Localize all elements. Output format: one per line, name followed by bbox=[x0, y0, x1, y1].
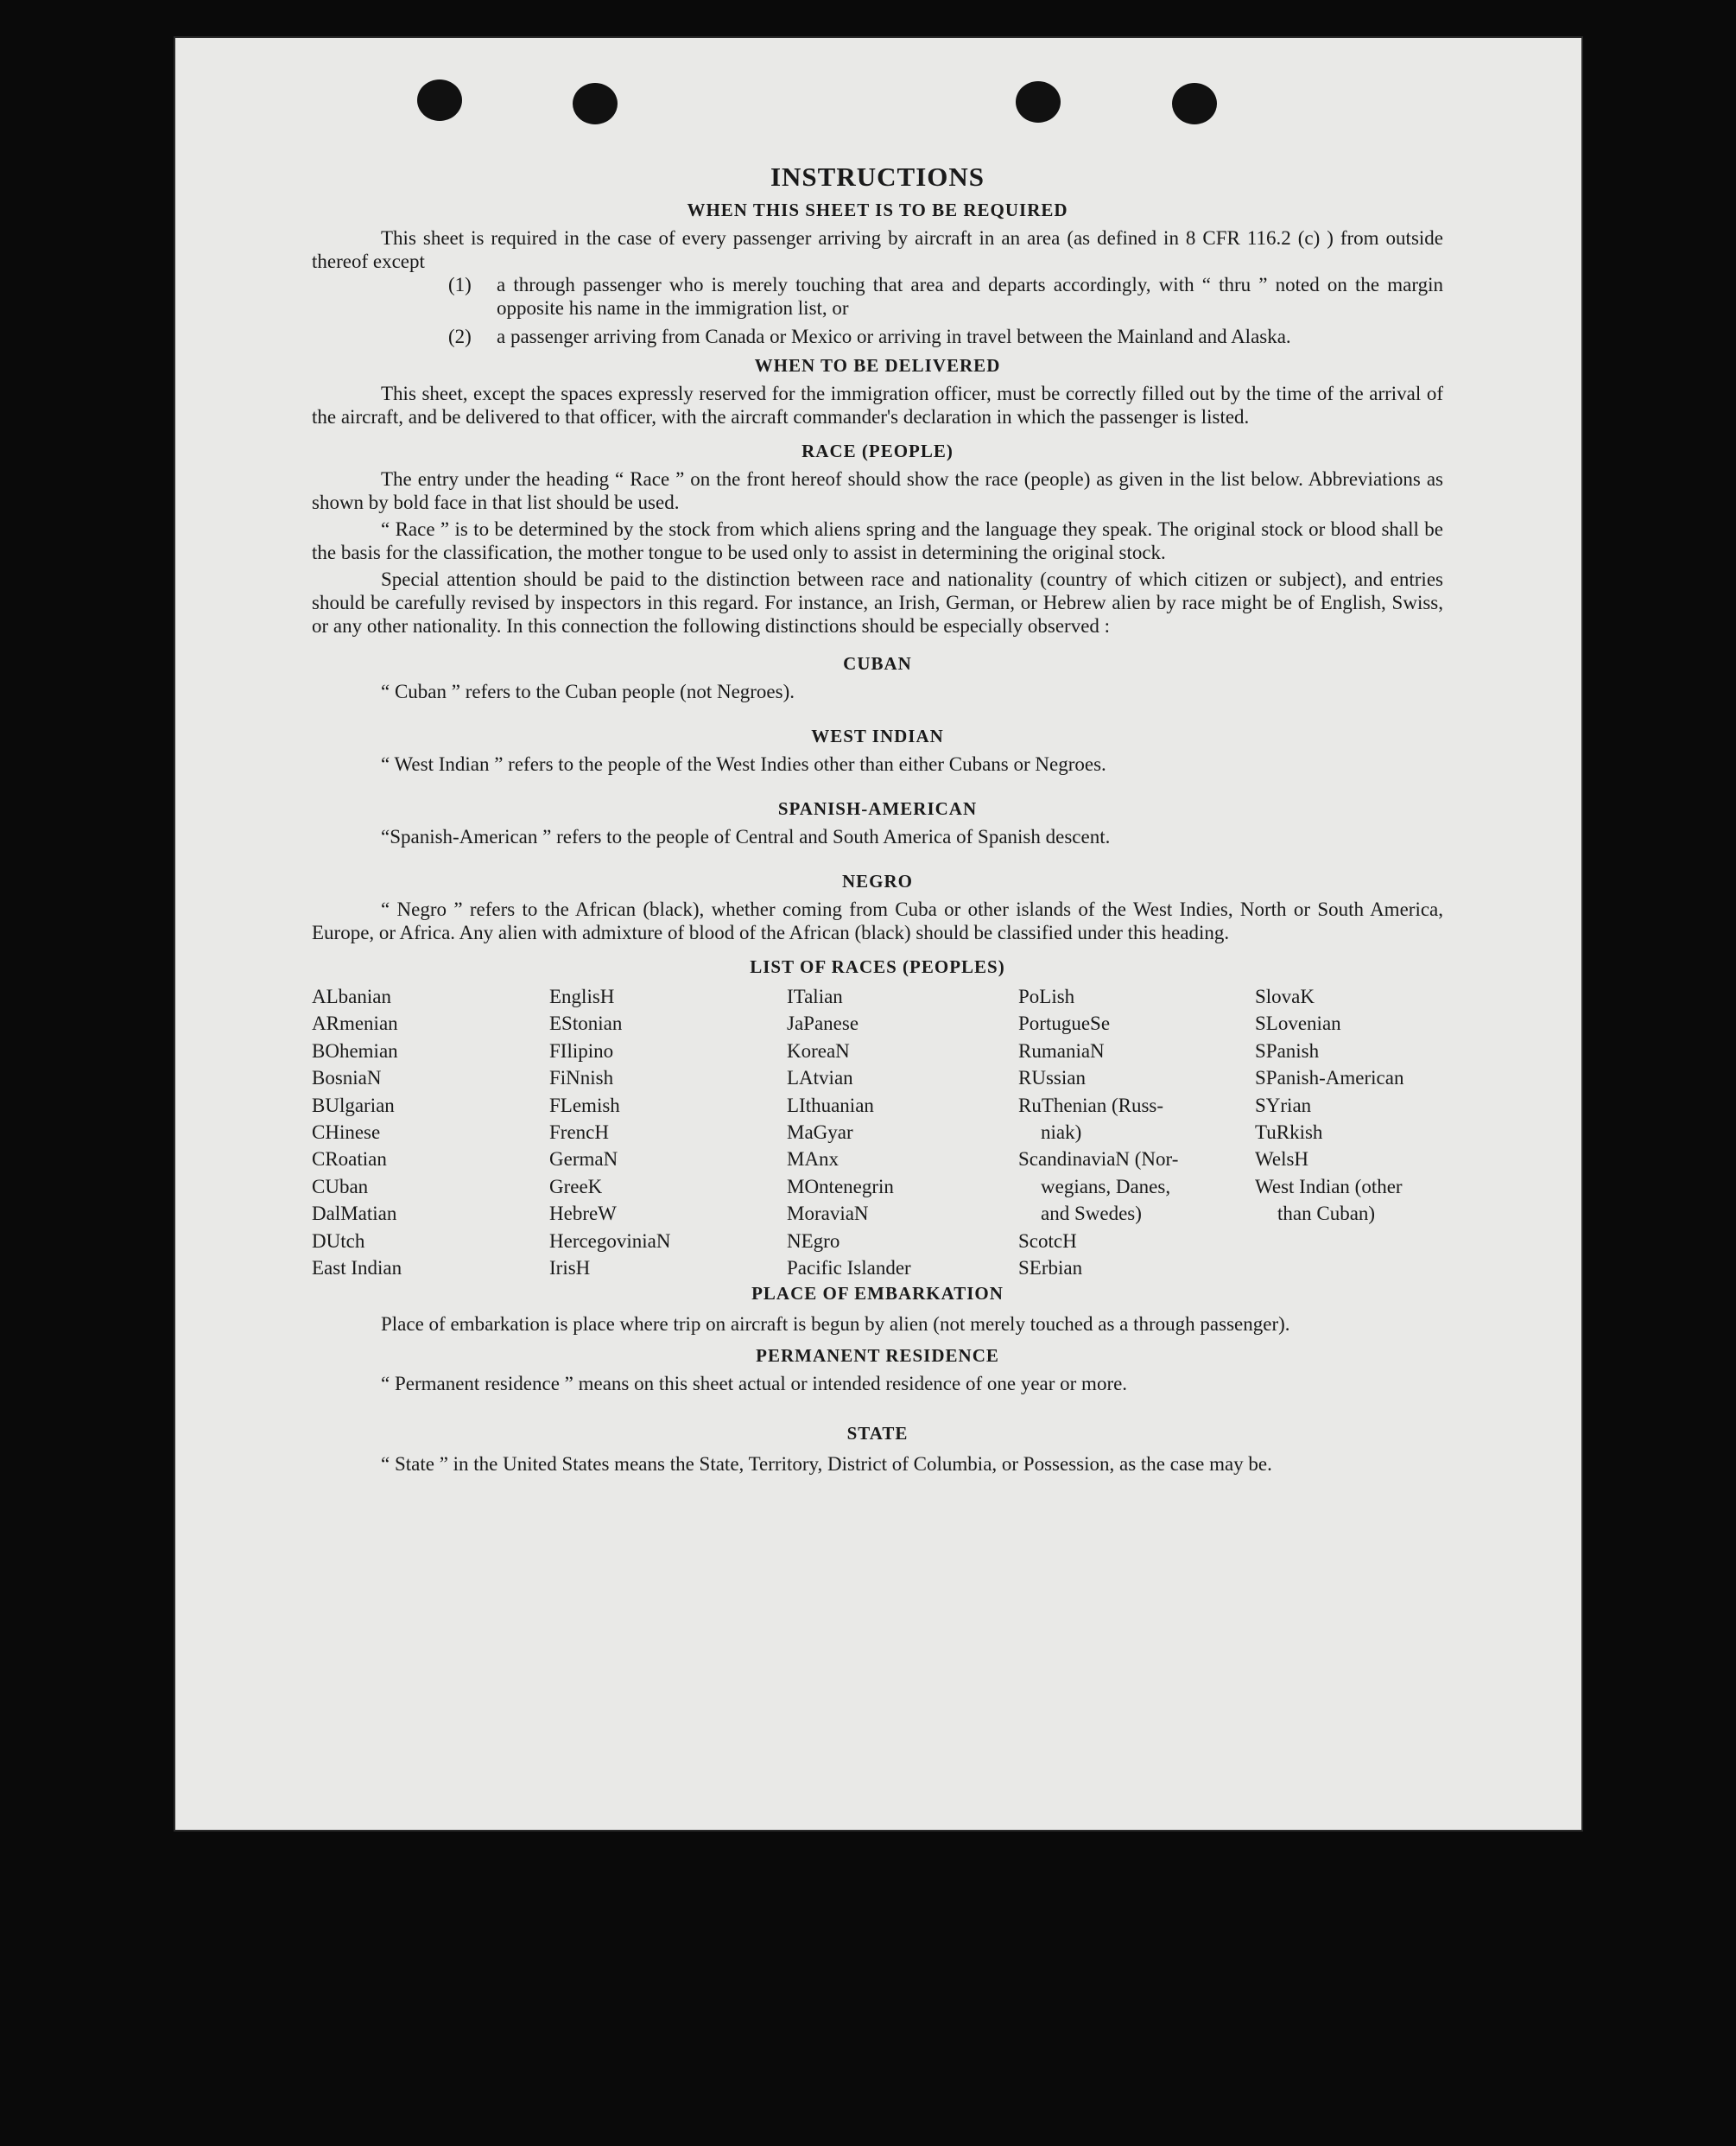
race-entry: ITalian bbox=[787, 986, 843, 1007]
section-heading: WEST INDIAN bbox=[811, 726, 944, 746]
race-entry: JaPanese bbox=[787, 1013, 859, 1035]
punch-hole bbox=[417, 79, 462, 121]
race-entry: IrisH bbox=[549, 1257, 591, 1279]
race-entry: SPanish bbox=[1255, 1039, 1320, 1062]
race-entry: CUban bbox=[312, 1175, 369, 1197]
race-entry: SErbian bbox=[1018, 1257, 1083, 1279]
section-heading: NEGRO bbox=[841, 871, 913, 892]
paragraph: Place of embarkation is place where trip on aircraft is begun by alien (not merely touched as a through passenger). bbox=[381, 1313, 1290, 1336]
race-entry: EnglisH bbox=[549, 986, 615, 1007]
paragraph: “Spanish-American ” refers to the people of Central and South America of Spanish descent. bbox=[381, 826, 1111, 848]
race-entry: ScandinaviaN (Nor- bbox=[1018, 1148, 1179, 1171]
race-entry: niak) bbox=[1041, 1121, 1082, 1144]
race-entry: CRoatian bbox=[312, 1148, 387, 1171]
item-text: a passenger arriving from Canada or Mexico or arriving in travel between the Mainland and Alaska. bbox=[497, 326, 1291, 347]
paragraph: “ Permanent residence ” means on this sheet actual or intended residence of one year or more. bbox=[381, 1373, 1128, 1395]
section-heading: CUBAN bbox=[843, 653, 912, 674]
race-entry: TuRkish bbox=[1255, 1121, 1323, 1144]
race-entry: RUssian bbox=[1018, 1067, 1086, 1089]
section-heading: WHEN THIS SHEET IS TO BE REQUIRED bbox=[687, 200, 1068, 220]
races-column bbox=[1018, 983, 1255, 1281]
paragraph: “ Race ” is to be determined by the stock from which aliens spring and the language they speak. The original stock or blood shall be the basis for the classification, the mother tongue to be used only to assist in determining the original stock. bbox=[312, 518, 1443, 563]
race-entry: East Indian bbox=[312, 1257, 402, 1279]
race-entry: West Indian (other bbox=[1255, 1175, 1403, 1197]
race-entry: SlovaK bbox=[1255, 986, 1315, 1007]
punch-hole bbox=[1172, 83, 1217, 124]
section-heading: STATE bbox=[846, 1423, 909, 1444]
race-entry: EStonian bbox=[549, 1013, 623, 1035]
race-entry: LIthuanian bbox=[787, 1094, 874, 1116]
race-entry: DalMatian bbox=[312, 1203, 397, 1225]
race-entry: WelsH bbox=[1255, 1148, 1309, 1171]
section-heading: RACE (PEOPLE) bbox=[801, 441, 954, 461]
race-entry: FLemish bbox=[549, 1094, 620, 1116]
race-entry: PoLish bbox=[1018, 986, 1075, 1007]
section-heading: WHEN TO BE DELIVERED bbox=[754, 355, 1001, 376]
race-entry: BUlgarian bbox=[312, 1094, 395, 1116]
races-column bbox=[312, 983, 549, 1281]
paragraph: “ Negro ” refers to the African (black), whether coming from Cuba or other islands of the West Indies, North or South America, Europe, or Africa. Any alien with admixture of blood of the African (black) should be classified under this heading. bbox=[312, 898, 1443, 943]
item-number: (2) bbox=[448, 326, 472, 347]
section-heading: PERMANENT RESIDENCE bbox=[756, 1345, 999, 1367]
race-entry: ScotcH bbox=[1018, 1229, 1077, 1252]
paragraph: “ West Indian ” refers to the people of the West Indies other than either Cubans or Negroes. bbox=[381, 753, 1106, 775]
race-entry: ALbanian bbox=[312, 986, 391, 1007]
race-entry: BosniaN bbox=[312, 1067, 382, 1089]
race-entry: than Cuban) bbox=[1277, 1203, 1376, 1225]
paragraph: This sheet, except the spaces expressly reserved for the immigration officer, must be correctly filled out by the time of the arrival of the aircraft, and be delivered to that officer, with the aircraft commander's declaration in which the passenger is listed. bbox=[312, 383, 1443, 428]
race-entry: MoraviaN bbox=[787, 1203, 869, 1225]
paragraph: “ State ” in the United States means the State, Territory, District of Columbia, or Possession, as the case may be. bbox=[381, 1453, 1272, 1476]
section-heading: SPANISH-AMERICAN bbox=[777, 798, 978, 819]
race-entry: SLovenian bbox=[1255, 1013, 1341, 1035]
races-column bbox=[549, 983, 787, 1281]
paragraph: This sheet is required in the case of every passenger arriving by aircraft in an area (as defined in 8 CFR 116.2 (c) ) from outside thereof except bbox=[312, 227, 1443, 272]
section-heading: LIST OF RACES (PEOPLES) bbox=[750, 956, 1005, 977]
instructions-content bbox=[312, 162, 1443, 1478]
race-entry: RumaniaN bbox=[1018, 1039, 1105, 1062]
race-entry: DUtch bbox=[312, 1229, 365, 1252]
race-entry: PortugueSe bbox=[1018, 1013, 1111, 1035]
race-entry: MaGyar bbox=[787, 1121, 853, 1144]
race-entry: ARmenian bbox=[312, 1013, 398, 1035]
list-item bbox=[312, 325, 1443, 348]
item-text: a through passenger who is merely touching that area and departs accordingly, with “ thru ” noted on the margin opposite his name in the immigration list, or bbox=[497, 274, 1443, 319]
page-title: INSTRUCTIONS bbox=[770, 162, 985, 192]
race-entry: FIlipino bbox=[549, 1039, 614, 1062]
paragraph: Special attention should be paid to the distinction between race and nationality (country of which citizen or subject), and entries should be carefully revised by inspectors in this regard. For instance, an Irish, German, or Hebrew alien by race might be of English, Swiss, or any other nationality. In this connection the following distinctions should be especially observed : bbox=[312, 568, 1443, 637]
section-heading: PLACE OF EMBARKATION bbox=[751, 1283, 1004, 1305]
list-item bbox=[312, 273, 1443, 320]
race-entry: CHinese bbox=[312, 1121, 381, 1144]
race-entry: HercegoviniaN bbox=[549, 1229, 671, 1252]
race-entry: wegians, Danes, bbox=[1041, 1175, 1171, 1197]
punch-hole bbox=[573, 83, 618, 124]
document-page bbox=[174, 36, 1583, 1832]
race-entry: GermaN bbox=[549, 1148, 618, 1171]
paragraph: The entry under the heading “ Race ” on the front hereof should show the race (people) as given in the list below. Abbreviations as shown by bold face in that list should be used. bbox=[312, 468, 1443, 513]
race-entry: FrencH bbox=[549, 1121, 609, 1144]
item-number: (1) bbox=[448, 274, 472, 295]
race-entry: NEgro bbox=[787, 1229, 840, 1252]
race-entry: FiNnish bbox=[549, 1067, 614, 1089]
race-entry: KoreaN bbox=[787, 1039, 850, 1062]
race-entry: MAnx bbox=[787, 1148, 839, 1171]
races-column bbox=[787, 983, 1018, 1281]
race-entry: BOhemian bbox=[312, 1039, 398, 1062]
race-entry: SYrian bbox=[1255, 1094, 1312, 1116]
race-entry: RuThenian (Russ- bbox=[1018, 1094, 1164, 1116]
race-entry: SPanish-American bbox=[1255, 1067, 1404, 1089]
race-entry: Pacific Islander bbox=[787, 1257, 911, 1279]
races-column bbox=[1255, 983, 1443, 1281]
race-entry: LAtvian bbox=[787, 1067, 853, 1089]
paragraph: “ Cuban ” refers to the Cuban people (not Negroes). bbox=[381, 681, 795, 702]
race-entry: MOntenegrin bbox=[787, 1175, 894, 1197]
race-entry: GreeK bbox=[549, 1175, 603, 1197]
races-list bbox=[312, 983, 1443, 1281]
punch-hole bbox=[1016, 81, 1061, 123]
race-entry: HebreW bbox=[549, 1203, 617, 1225]
race-entry: and Swedes) bbox=[1041, 1203, 1142, 1225]
